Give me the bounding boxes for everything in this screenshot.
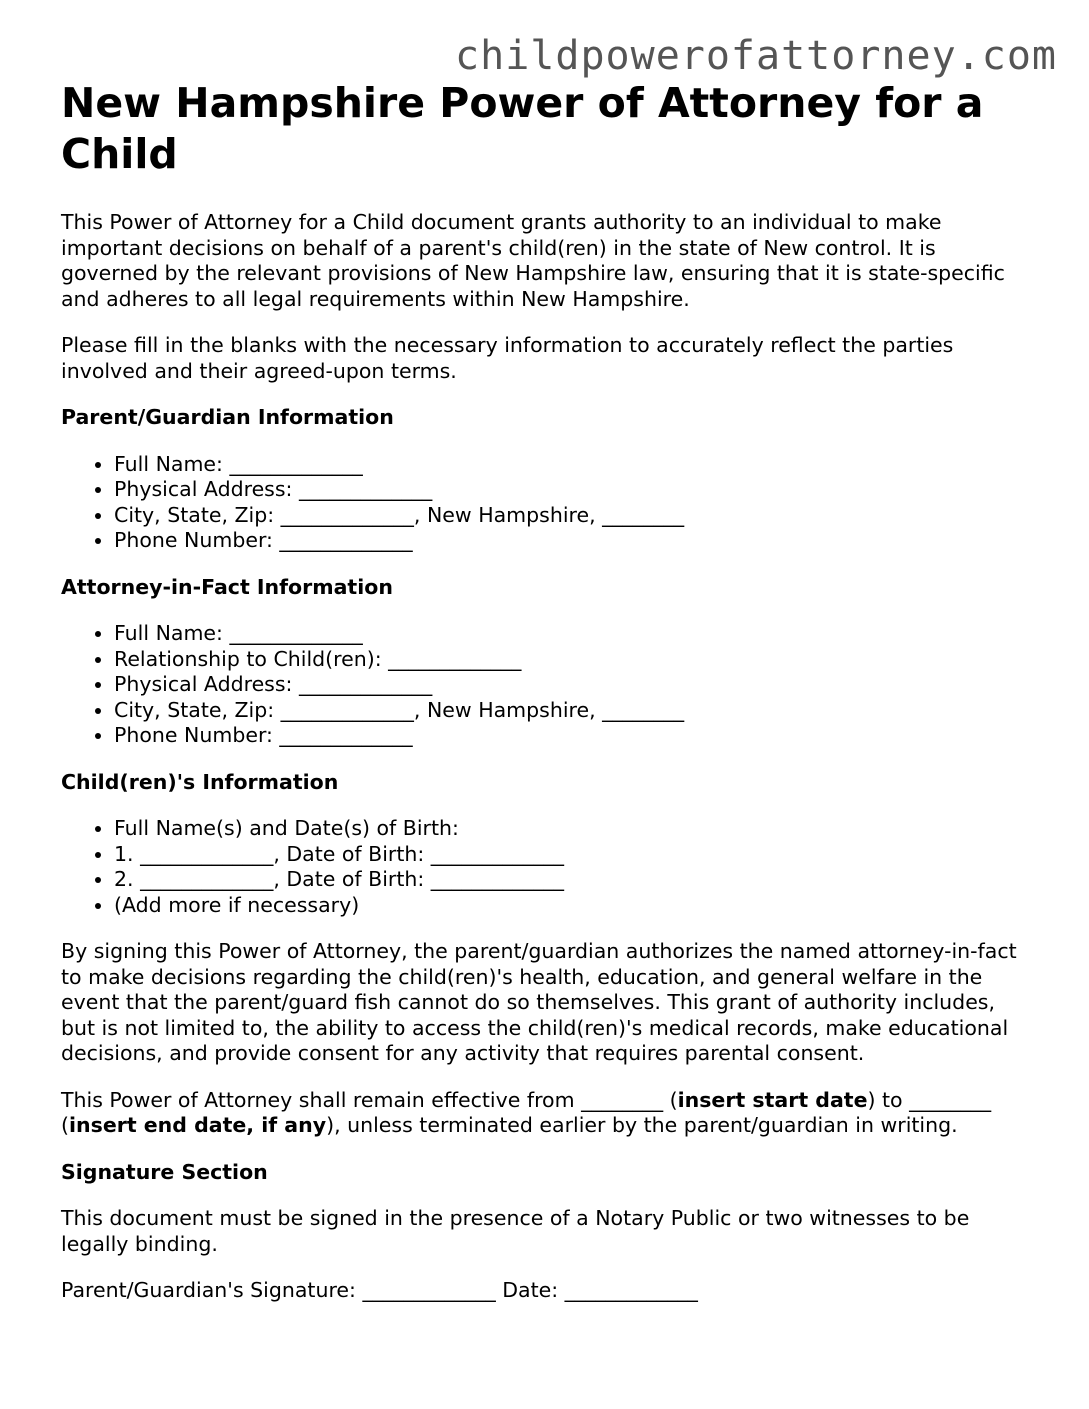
parent-phone-field: • Phone Number: _____________: [114, 528, 1033, 554]
attorney-info-list: [61, 621, 1033, 749]
children-section-heading: Child(ren)'s Information: [61, 769, 339, 794]
signature-note: This document must be signed in the presence of a Notary Public or two witnesses to be legally binding.: [61, 1206, 970, 1256]
parent-address-field: • Physical Address: _____________: [114, 477, 1033, 503]
children-names-label: • Full Name(s) and Date(s) of Birth:: [114, 816, 1033, 842]
document-page: [61, 78, 1033, 1325]
end-date-hint: insert end date, if any: [69, 1113, 327, 1137]
parent-city-state-zip-field: • City, State, Zip: _____________, New Hampshire, ________: [114, 503, 1033, 529]
start-date-hint: insert start date: [677, 1087, 868, 1112]
parent-info-list: [61, 452, 1033, 554]
attorney-section-heading: Attorney-in-Fact Information: [61, 574, 393, 599]
attorney-relationship-field: • Relationship to Child(ren): _____________: [114, 647, 1033, 673]
parent-section-heading: Parent/Guardian Information: [61, 405, 394, 429]
children-info-list: [61, 816, 1033, 918]
watermark-text: childpowerofattorney.com: [455, 33, 1057, 79]
child-2-field: • 2. _____________, Date of Birth: _____________: [114, 867, 1033, 893]
children-add-more-note: • (Add more if necessary): [114, 893, 1033, 919]
document-title: New Hampshire Power of Attorney for a Child: [61, 79, 984, 178]
signature-section-heading: Signature Section: [61, 1159, 268, 1184]
attorney-city-state-zip-field: • City, State, Zip: _____________, New Hampshire, ________: [114, 698, 1033, 724]
instructions-paragraph: Please fill in the blanks with the necessary information to accurately reflect the parties involved and their agreed-upon terms.: [61, 333, 954, 383]
attorney-address-field: • Physical Address: _____________: [114, 672, 1033, 698]
signature-line: Parent/Guardian's Signature: _____________ Date: _____________: [61, 1278, 698, 1302]
intro-paragraph: This Power of Attorney for a Child document grants authority to an individual to make important decisions on behalf of a parent's child(ren) in the state of New control. It is governed by the relevant provisions of New Hampshire law, ensuring that it is state-specific and adheres to all legal requirements within New Hampshire.: [61, 210, 1005, 311]
attorney-full-name-field: • Full Name: _____________: [114, 621, 1033, 647]
parent-full-name-field: • Full Name: _____________: [114, 452, 1033, 478]
authority-paragraph: By signing this Power of Attorney, the parent/guardian authorizes the named attorney-in-fact to make decisions regarding the child(ren)'s health, education, and general welfare in the event that the parent/guard fish cannot do so themselves. This grant of authority includes, but is not limited to, the ability to access the child(ren)'s medical records, make educational decisions, and provide consent for any activity that requires parental consent.: [61, 939, 1017, 1065]
child-1-field: • 1. _____________, Date of Birth: _____________: [114, 842, 1033, 868]
effective-period-paragraph: This Power of Attorney shall remain effective from ________ (insert start date) to ________ (insert end date, if any), unless terminated earlier by the parent/guardian in writing.: [61, 1087, 992, 1137]
attorney-phone-field: • Phone Number: _____________: [114, 723, 1033, 749]
